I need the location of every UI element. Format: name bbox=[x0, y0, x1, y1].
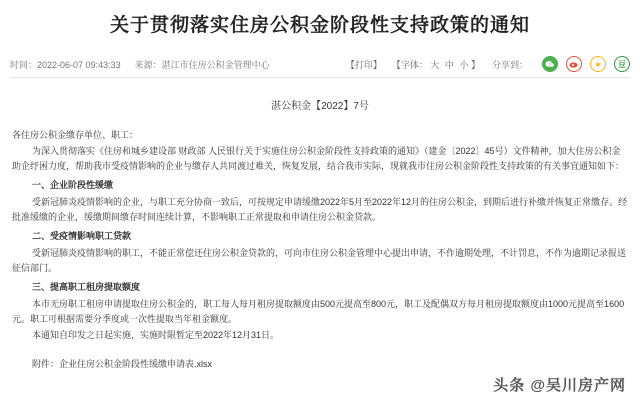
section-1-title: 一、企业阶段性缓缴 bbox=[32, 180, 114, 190]
douban-icon[interactable]: 豆 bbox=[614, 56, 630, 72]
section-2-title: 二、受疫情影响职工贷款 bbox=[32, 231, 132, 241]
print-link[interactable]: 【打印】 bbox=[345, 59, 382, 70]
font-medium-link[interactable]: 中 bbox=[444, 59, 454, 70]
section-2-body: 受新冠肺炎疫情影响的职工，不能正常偿还住房公积金贷款的，可向市住房公积金管理中心提出申请，不作逾期处理，不计罚息，不作为逾期记录报送征信部门。 bbox=[12, 248, 627, 273]
salutation: 各住房公积金缴存单位、职工： bbox=[12, 130, 139, 140]
closing-paragraph: 本通知自印发之日起实施，实施时限暂定至2022年12月31日。 bbox=[32, 330, 280, 340]
font-small-link[interactable]: 小 bbox=[459, 59, 469, 70]
wechat-icon[interactable] bbox=[542, 56, 558, 72]
meta-bar bbox=[10, 54, 630, 74]
intro-paragraph: 为深入贯彻落实《住房和城乡建设部 财政部 人民银行关于实施住房公积金阶段性支持政策的通知》（建金〔2022〕45号）文件精神，加大住房公积金助企纾困力度，帮助我市受疫情影响的企业与缴存人共同渡过难关，恢复发展，结合我市实际，现就我市住房公积金阶段性支持政策的有关事宜通知如下： bbox=[12, 146, 625, 171]
font-close: 】 bbox=[470, 59, 480, 70]
section-1-body: 受新冠肺炎疫情影响的企业，与职工充分协商一致后，可按规定申请缓缴2022年5月至2022年12月的住房公积金，到期后进行补缴并恢复正常缴存。经批准缓缴的企业，缓缴期间缴存时间连续计算，不影响职工正常提取和申请住房公积金贷款。 bbox=[12, 197, 628, 222]
page-title: 关于贯彻落实住房公积金阶段性支持政策的通知 bbox=[109, 15, 530, 36]
font-large-link[interactable]: 大 bbox=[430, 59, 440, 70]
font-size-control bbox=[392, 58, 480, 71]
source-label: 来源：湛江市住房公积金管理中心 bbox=[134, 59, 270, 70]
section-3-title: 三、提高职工租房提取额度 bbox=[32, 282, 141, 292]
article-body bbox=[12, 128, 628, 373]
font-label: 【字体： bbox=[391, 59, 428, 70]
publish-time: 时间：2022-06-07 09:43:33 bbox=[10, 59, 121, 70]
section-3-body: 本市无房职工租房申请提取住房公积金的，职工每人每月租房提取额度由500元提高至800元，职工及配偶双方每月租房提取额度由1000元提高至1600元。职工可根据需要分季度或一次性提取当年租金额度。 bbox=[12, 299, 625, 324]
weibo-icon[interactable] bbox=[566, 56, 582, 72]
watermark: 头条 @吴川房产网 bbox=[493, 377, 626, 394]
divider-top bbox=[10, 77, 630, 78]
share-label: 分享到： bbox=[491, 59, 528, 70]
meta-actions bbox=[336, 56, 630, 72]
doc-number: 湛公积金【2022】7号 bbox=[271, 101, 369, 112]
attachment-link[interactable]: 附件：企业住房公积金阶段性缓缴申请表.xlsx bbox=[32, 359, 213, 369]
qzone-icon[interactable]: ★ bbox=[590, 56, 606, 72]
